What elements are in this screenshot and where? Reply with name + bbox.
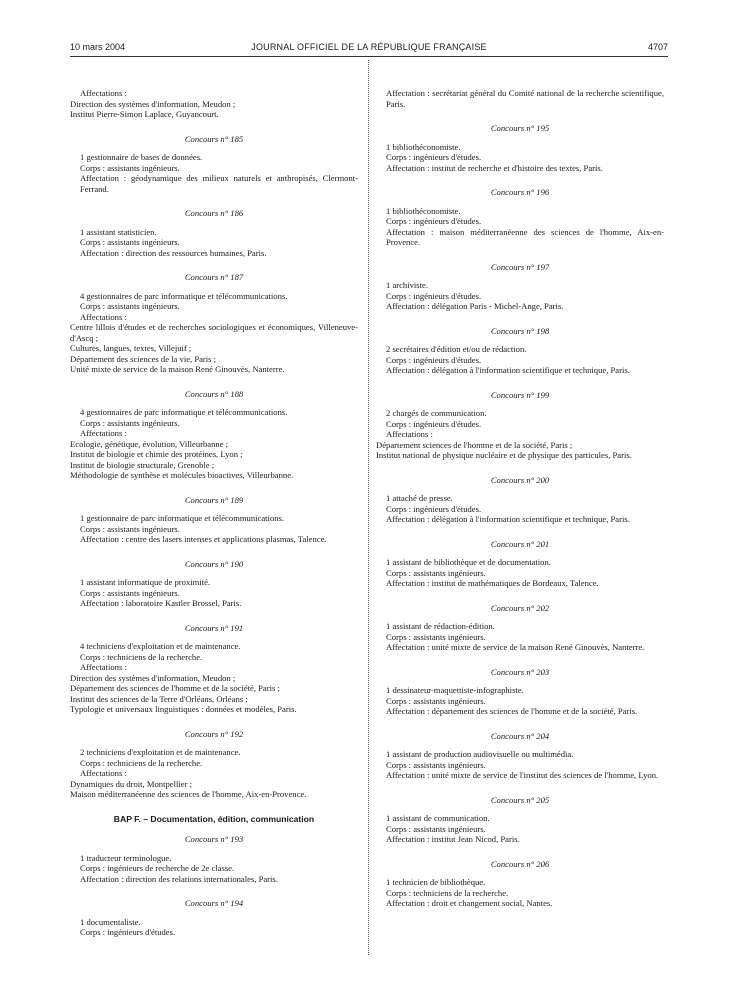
- text-line: Corps : techniciens de la recherche.: [386, 887, 509, 898]
- concours-heading: Concours n° 191: [184, 622, 244, 633]
- text-line: Affectation : direction des ressources humaines, Paris.: [80, 247, 267, 258]
- text-line: 1 bibliothéconomiste.: [386, 205, 461, 216]
- page-number: 4707: [647, 42, 668, 52]
- concours-block: [70, 623, 358, 715]
- concours-block: [70, 389, 358, 481]
- text-line: Corps : assistants ingénieurs.: [386, 759, 486, 770]
- concours-block: [376, 731, 664, 781]
- text-line: Corps : assistants ingénieurs.: [80, 523, 180, 534]
- text-line: 1 bibliothéconomiste.: [386, 141, 461, 152]
- text-line: Affectation : délégation à l'information scientifique et technique, Paris.: [386, 365, 630, 375]
- text-line: Corps : ingénieurs d'études.: [386, 418, 482, 429]
- text-line: Affectation : géodynamique des milieux naturels et anthropisés, Clermont-Ferrand.: [80, 173, 358, 194]
- concours-heading: Concours n° 192: [184, 728, 244, 739]
- concours-heading: Concours n° 189: [184, 494, 244, 505]
- concours-heading: Concours n° 205: [490, 794, 550, 805]
- text-line: 4 techniciens d'exploitation et de maintenance.: [80, 641, 241, 651]
- concours-heading: Concours n° 196: [490, 187, 550, 197]
- text-line: 1 gestionnaire de parc informatique et télécommunications.: [80, 513, 285, 523]
- text-line: Corps : ingénieurs d'études.: [80, 927, 176, 937]
- concours-heading: Concours n° 198: [490, 325, 550, 336]
- text-line: Affectation : unité mixte de service de l'institut des sciences de l'homme, Lyon.: [386, 770, 659, 780]
- concours-block: [70, 88, 358, 120]
- text-line: 1 dessinateur-maquettiste-infographiste.: [386, 685, 524, 695]
- text-line: Ecologie, génétique, évolution, Villeurbanne ;: [70, 438, 229, 449]
- text-line: Département sciences de l'homme et de la société, Paris ;: [376, 439, 573, 450]
- text-line: Corps : assistants ingénieurs.: [80, 417, 180, 428]
- concours-heading: Concours n° 185: [184, 133, 244, 144]
- right-column: [376, 88, 664, 923]
- text-line: Corps : assistants ingénieurs.: [80, 301, 180, 311]
- text-line: Affectation : département des sciences de l'homme et de la société, Paris.: [386, 706, 638, 716]
- concours-heading: Concours n° 187: [184, 272, 244, 282]
- column-divider: [368, 60, 369, 955]
- text-line: Corps : assistants ingénieurs.: [80, 162, 180, 173]
- text-line: Affectations :: [80, 428, 127, 438]
- concours-block: [70, 834, 358, 884]
- concours-block: [70, 495, 358, 545]
- page-header: [70, 42, 668, 56]
- concours-heading: Concours n° 201: [490, 538, 550, 549]
- text-line: Corps : assistants ingénieurs.: [80, 587, 180, 598]
- concours-heading: Concours n° 190: [184, 558, 244, 569]
- text-line: Institut de biologie et chimie des protéines, Lyon ;: [70, 449, 243, 459]
- concours-block: [376, 88, 664, 109]
- concours-heading: Concours n° 195: [490, 123, 550, 133]
- text-line: Typologie et universaux linguistiques : données et modèles, Paris.: [70, 704, 297, 714]
- text-line: Affectation : unité mixte de service de la maison René Ginouvès, Nanterre.: [386, 642, 645, 652]
- concours-heading: Concours n° 200: [490, 474, 550, 485]
- concours-heading: Concours n° 206: [490, 858, 550, 869]
- concours-block: [376, 475, 664, 525]
- text-line: Affectation : délégation Paris - Michel-Ange, Paris.: [386, 301, 564, 311]
- concours-heading: Concours n° 202: [490, 602, 550, 613]
- left-column: [70, 88, 358, 952]
- concours-heading: Concours n° 199: [490, 389, 550, 400]
- text-line: Corps : assistants ingénieurs.: [386, 823, 486, 834]
- text-line: Affectations :: [80, 662, 127, 672]
- text-line: Affectation : institut de recherche et d'histoire des textes, Paris.: [386, 162, 603, 173]
- text-line: 1 gestionnaire de bases de données.: [80, 152, 203, 162]
- concours-block: [70, 898, 358, 938]
- text-line: 2 chargés de communication.: [386, 408, 487, 418]
- text-line: Corps : assistants ingénieurs.: [386, 695, 486, 706]
- journal-title: JOURNAL OFFICIEL DE LA RÉPUBLIQUE FRANÇAISE: [251, 42, 487, 52]
- text-line: Affectation : centre des lasers intenses et applications plasmas, Talence.: [80, 534, 327, 544]
- concours-block: [376, 859, 664, 909]
- text-line: 1 archiviste.: [386, 280, 428, 290]
- text-line: Affectation : secrétariat général du Comité national de la recherche scientifique, Paris.: [386, 88, 664, 109]
- text-line: Corps : ingénieurs d'études.: [386, 354, 482, 365]
- concours-block: [376, 667, 664, 717]
- text-line: Institut de biologie structurale, Grenoble ;: [70, 459, 215, 470]
- text-line: Direction des systèmes d'information, Meudon ;: [70, 672, 236, 683]
- text-line: 1 assistant de rédaction-édition.: [386, 621, 495, 631]
- text-line: 1 traducteur terminologue.: [80, 852, 172, 863]
- concours-heading: Concours n° 194: [184, 898, 244, 908]
- text-line: 4 gestionnaires de parc informatique et télécommunications.: [80, 407, 288, 417]
- text-line: Institut Pierre-Simon Laplace, Guyancourt.: [70, 109, 219, 119]
- concours-block: [70, 729, 358, 800]
- concours-block: [70, 272, 358, 375]
- concours-block: [376, 390, 664, 461]
- text-line: Corps : techniciens de la recherche.: [80, 651, 203, 662]
- concours-heading: Concours n° 188: [184, 388, 244, 399]
- text-line: Centre lillois d'études et de recherches sociologiques et économiques, Villeneuve-d'Ascq ;: [70, 322, 358, 343]
- text-line: 1 assistant informatique de proximité.: [80, 577, 211, 587]
- text-line: Affectation : droit et changement social, Nantes.: [386, 898, 553, 908]
- text-line: Corps : ingénieurs d'études.: [386, 290, 482, 301]
- text-line: Corps : assistants ingénieurs.: [386, 567, 486, 578]
- concours-heading: Concours n° 193: [184, 834, 244, 844]
- text-line: Corps : ingénieurs d'études.: [386, 152, 482, 162]
- issue-date: 10 mars 2004: [70, 42, 126, 52]
- text-line: Direction des systèmes d'information, Meudon ;: [70, 98, 236, 109]
- text-line: Institut national de physique nucléaire et de physique des particules, Paris.: [376, 450, 632, 460]
- text-line: Corps : assistants ingénieurs.: [80, 237, 180, 247]
- text-line: 2 secrétaires d'édition et/ou de rédaction.: [386, 344, 527, 354]
- text-line: Corps : techniciens de la recherche.: [80, 757, 203, 768]
- text-line: 1 assistant de bibliothèque et de documentation.: [386, 557, 551, 567]
- concours-heading: Concours n° 204: [490, 730, 550, 741]
- text-line: Affectation : direction des relations internationales, Paris.: [80, 873, 278, 884]
- text-line: 1 assistant de production audiovisuelle ou multimédia.: [386, 749, 574, 759]
- text-line: Corps : ingénieurs de recherche de 2e classe.: [80, 863, 235, 873]
- text-line: Affectation : maison méditerranéenne des sciences de l'homme, Aix-en-Provence.: [386, 226, 664, 247]
- text-line: 1 documentaliste.: [80, 916, 141, 927]
- text-line: Affectations :: [386, 429, 433, 439]
- text-line: Institut des sciences de la Terre d'Orléans, Orléans ;: [70, 693, 248, 704]
- text-line: Corps : ingénieurs d'études.: [386, 503, 482, 514]
- text-line: Méthodologie de synthèse et molécules bioactives, Villeurbanne.: [70, 470, 294, 480]
- text-line: Affectations :: [80, 768, 127, 778]
- header-rule: [70, 56, 668, 57]
- text-line: 1 attaché de presse.: [386, 493, 453, 503]
- concours-block: [70, 208, 358, 258]
- concours-block: [376, 795, 664, 845]
- text-line: Maison méditerranéenne des sciences de l'homme, Aix-en-Provence.: [70, 789, 307, 799]
- text-line: Département des sciences de l'homme et de la société, Paris ;: [70, 683, 280, 693]
- concours-block: [376, 262, 664, 312]
- text-line: Corps : assistants ingénieurs.: [386, 631, 486, 642]
- text-line: Affectation : laboratoire Kastler Brossel, Paris.: [80, 598, 242, 608]
- concours-block: [376, 187, 664, 248]
- text-line: Cultures, langues, textes, Villejuif ;: [70, 343, 192, 353]
- concours-block: [376, 539, 664, 589]
- concours-block: [376, 603, 664, 653]
- text-line: 1 assistant de communication.: [386, 813, 490, 823]
- text-line: Dynamiques du droit, Montpellier ;: [70, 778, 192, 789]
- concours-block: [376, 326, 664, 376]
- text-line: 1 technicien de bibliothèque.: [386, 877, 486, 887]
- text-line: Affectation : institut Jean Nicod, Paris.: [386, 834, 520, 844]
- concours-block: [376, 123, 664, 173]
- text-line: Affectations :: [80, 311, 127, 322]
- text-line: Affectation : délégation à l'information scientifique et technique, Paris.: [386, 514, 630, 524]
- section-heading: BAP F. – Documentation, édition, communication: [113, 813, 315, 824]
- text-line: 4 gestionnaires de parc informatique et télécommunications.: [80, 290, 288, 301]
- text-line: Affectation : institut de mathématiques de Bordeaux, Talence.: [386, 578, 599, 588]
- concours-block: [70, 134, 358, 195]
- concours-block: [70, 559, 358, 609]
- concours-heading: Concours n° 186: [184, 208, 244, 218]
- concours-heading: Concours n° 197: [490, 261, 550, 272]
- text-line: Département des sciences de la vie, Paris ;: [70, 353, 217, 364]
- text-line: 2 techniciens d'exploitation et de maintenance.: [80, 747, 241, 757]
- text-line: 1 assistant statisticien.: [80, 226, 157, 237]
- concours-heading: Concours n° 203: [490, 666, 550, 677]
- text-line: Unité mixte de service de la maison René Ginouvès, Nanterre.: [70, 364, 285, 374]
- text-line: Corps : ingénieurs d'études.: [386, 216, 482, 226]
- text-line: Affectations :: [80, 88, 127, 98]
